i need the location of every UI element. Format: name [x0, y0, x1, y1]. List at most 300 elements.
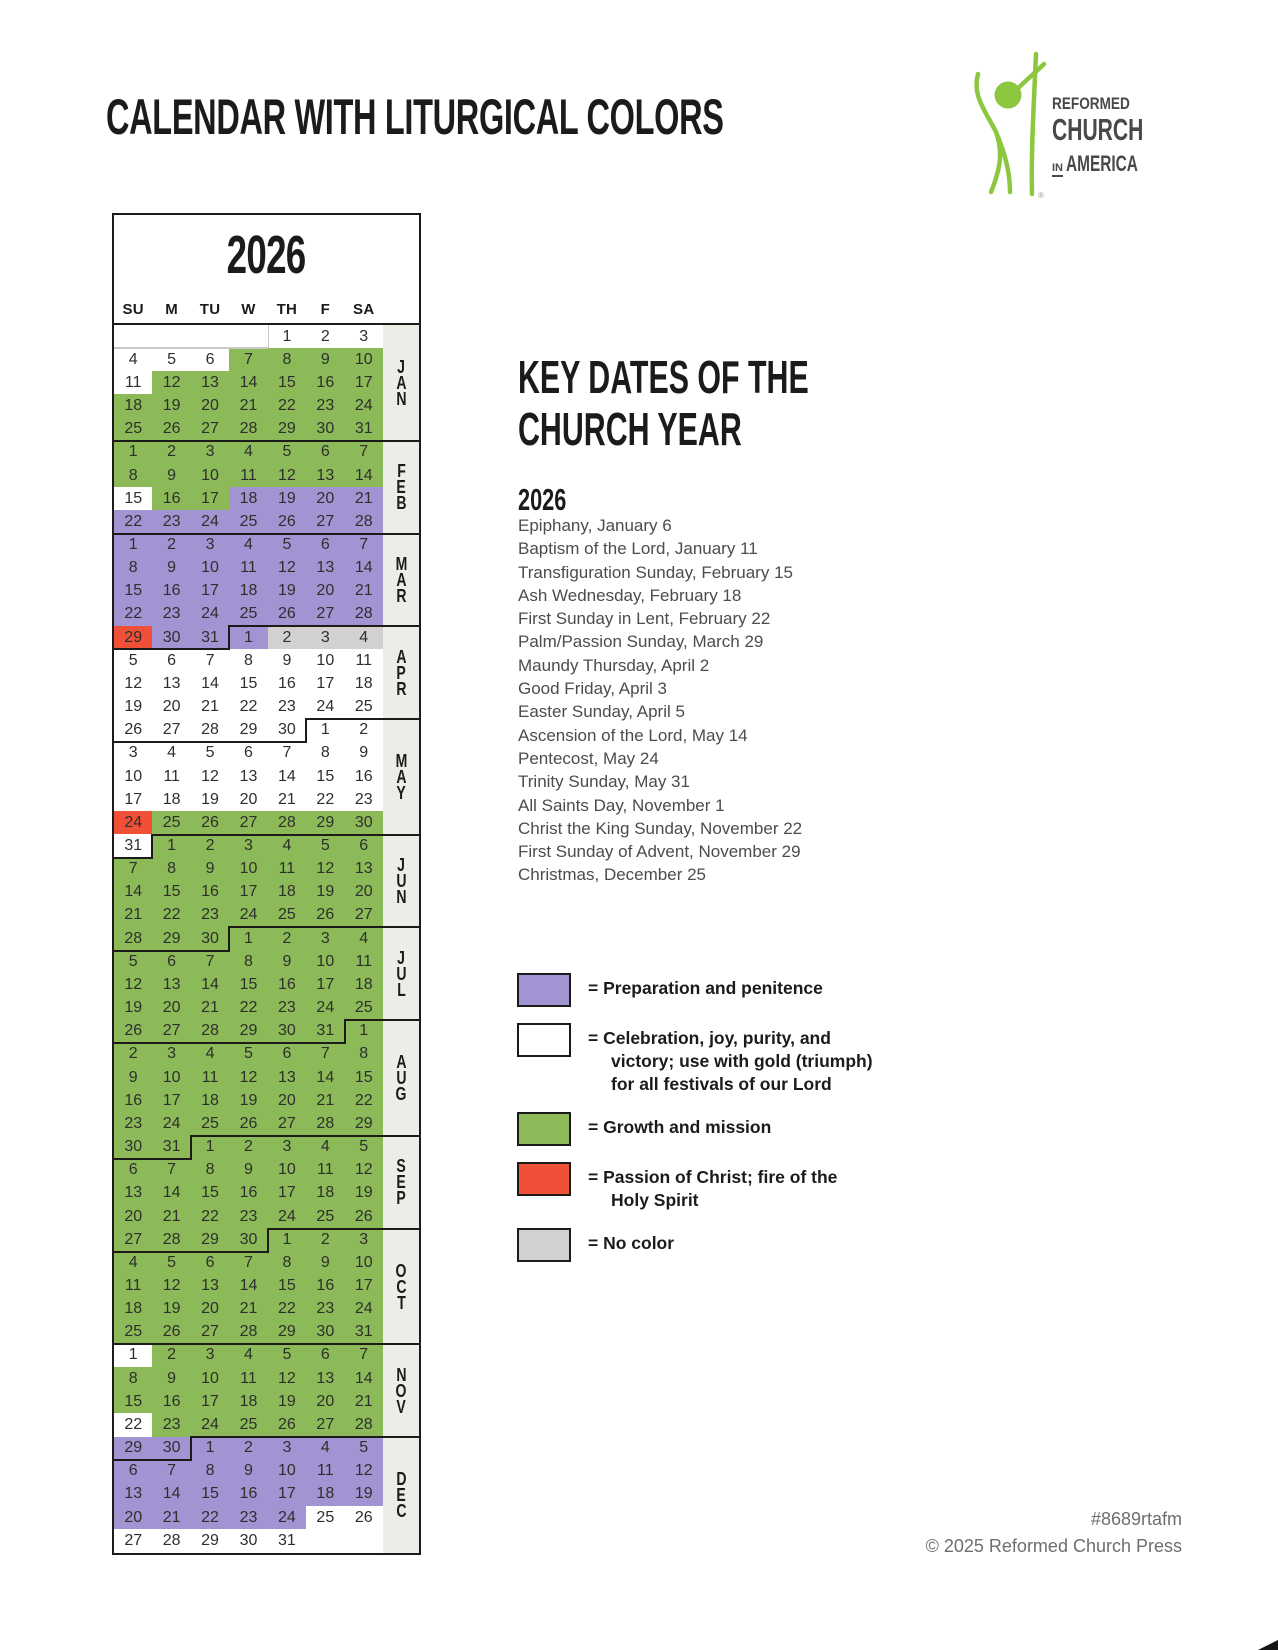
calendar-week-row [114, 1182, 383, 1205]
calendar-cell: 27 [268, 1112, 306, 1135]
calendar-cell: 21 [152, 1205, 190, 1228]
calendar-week-row [114, 1066, 383, 1089]
calendar-week-row [114, 1483, 383, 1506]
key-dates-heading [518, 352, 809, 455]
key-dates-year: 2026 [518, 482, 567, 517]
calendar-cell: 15 [114, 487, 152, 510]
logo-text-america: AMERICA [1066, 151, 1138, 176]
calendar-cell: 30 [229, 1228, 267, 1251]
calendar-cell: 21 [345, 487, 383, 510]
calendar-cell: 12 [114, 672, 152, 695]
calendar-cell: 19 [268, 580, 306, 603]
calendar-cell [191, 325, 229, 348]
calendar-cell: 26 [268, 510, 306, 533]
calendar-week-row [114, 696, 383, 719]
calendar-cell: 8 [114, 1367, 152, 1390]
calendar-cell: 22 [306, 788, 344, 811]
calendar-cell: 8 [306, 742, 344, 765]
calendar-cell: 1 [345, 1020, 383, 1043]
month-label-sep [383, 1136, 419, 1229]
calendar-cell: 1 [268, 1228, 306, 1251]
calendar-cell: 9 [268, 950, 306, 973]
calendar-cell: 7 [306, 1043, 344, 1066]
calendar-cell: 4 [114, 348, 152, 371]
weekday-label: TU [199, 300, 221, 318]
key-date-item: Christ the King Sunday, November 22 [518, 818, 803, 838]
calendar-cell: 16 [268, 672, 306, 695]
calendar-cell: 19 [306, 881, 344, 904]
month-letter: U [395, 871, 407, 892]
calendar-cell: 30 [152, 626, 190, 649]
calendar-cell: 14 [306, 1066, 344, 1089]
calendar-cell: 4 [345, 927, 383, 950]
calendar-week-row [114, 1437, 383, 1460]
legend-text [588, 973, 823, 1000]
legend-text [588, 1112, 771, 1139]
calendar-cell: 31 [152, 1135, 190, 1158]
calendar-cell: 10 [114, 765, 152, 788]
calendar-grid-wrap [114, 325, 419, 1553]
calendar-cell: 8 [229, 649, 267, 672]
calendar-cell: 2 [152, 1344, 190, 1367]
key-date-item: Epiphany, January 6 [518, 516, 672, 535]
calendar-cell: 15 [268, 1274, 306, 1297]
calendar-cell: 6 [268, 1043, 306, 1066]
calendar-week-row [114, 1367, 383, 1390]
legend-text-line: = Preparation and penitence [588, 978, 823, 998]
calendar-cell: 1 [152, 834, 190, 857]
calendar-cell: 4 [114, 1251, 152, 1274]
calendar-cell: 15 [306, 765, 344, 788]
calendar-cell: 8 [114, 557, 152, 580]
calendar-cell: 14 [345, 557, 383, 580]
calendar-cell: 3 [229, 834, 267, 857]
calendar-cell [229, 325, 267, 348]
calendar-cell: 15 [345, 1066, 383, 1089]
calendar-cell: 30 [152, 1437, 190, 1460]
calendar-cell: 15 [191, 1182, 229, 1205]
calendar-cell: 3 [306, 927, 344, 950]
calendar-cell: 17 [152, 1089, 190, 1112]
key-date-item: Easter Sunday, April 5 [518, 702, 685, 722]
calendar-cell: 15 [114, 1390, 152, 1413]
calendar-week-row [114, 348, 383, 371]
calendar-week-row [114, 1274, 383, 1297]
calendar-year-wrap [114, 215, 419, 295]
calendar-cell: 1 [114, 1344, 152, 1367]
calendar-cell: 31 [114, 834, 152, 857]
calendar-week-row [114, 1205, 383, 1228]
calendar-cell: 19 [152, 394, 190, 417]
calendar-cell: 14 [191, 973, 229, 996]
legend-text-line: = No color [588, 1233, 675, 1253]
legend-item [517, 1162, 873, 1212]
month-letter: C [395, 1276, 407, 1297]
calendar-cell: 31 [345, 1321, 383, 1344]
calendar-cell: 28 [152, 1529, 190, 1552]
calendar-cell: 11 [191, 1066, 229, 1089]
calendar-cell: 18 [345, 973, 383, 996]
calendar-cell: 23 [345, 788, 383, 811]
month-label-apr [383, 626, 419, 719]
month-letter: T [396, 1292, 406, 1313]
calendar-cell: 29 [191, 1228, 229, 1251]
calendar-cell: 26 [191, 811, 229, 834]
key-date-item: Palm/Passion Sunday, March 29 [518, 632, 764, 652]
month-letter: E [396, 1172, 406, 1193]
calendar-cell: 18 [152, 788, 190, 811]
calendar-cell: 13 [191, 371, 229, 394]
calendar-cell: 15 [152, 881, 190, 904]
calendar-cell: 7 [268, 742, 306, 765]
calendar-cell: 23 [306, 1298, 344, 1321]
calendar-cell: 20 [191, 1298, 229, 1321]
month-letter: N [395, 1364, 407, 1385]
calendar-cell: 27 [152, 719, 190, 742]
calendar-cell: 18 [114, 1298, 152, 1321]
calendar-cell: 24 [306, 997, 344, 1020]
calendar-cell: 20 [306, 580, 344, 603]
month-letter: L [396, 979, 406, 1000]
calendar-cell: 10 [191, 1367, 229, 1390]
calendar-cell: 16 [268, 973, 306, 996]
calendar-cell: 23 [114, 1112, 152, 1135]
calendar-cell: 17 [191, 580, 229, 603]
calendar-cell: 30 [306, 418, 344, 441]
calendar-cell: 7 [229, 1251, 267, 1274]
weekday-header-row [114, 295, 419, 325]
legend-text-line: = Passion of Christ; fire of the [588, 1167, 838, 1187]
calendar-cell: 10 [306, 950, 344, 973]
calendar-cell: 7 [345, 533, 383, 556]
month-letter: V [396, 1396, 406, 1417]
calendar-cell: 26 [268, 1413, 306, 1436]
month-label-nov [383, 1344, 419, 1437]
calendar-cell: 27 [306, 510, 344, 533]
calendar-cell: 16 [306, 371, 344, 394]
calendar-cell: 24 [268, 1205, 306, 1228]
calendar-cell: 27 [306, 603, 344, 626]
month-letter: A [395, 1052, 407, 1073]
calendar-cell: 4 [229, 533, 267, 556]
calendar-cell: 7 [152, 1159, 190, 1182]
legend-swatch [517, 1228, 571, 1262]
calendar-week-row [114, 811, 383, 834]
calendar-cell: 26 [345, 1506, 383, 1529]
calendar-cell: 9 [152, 464, 190, 487]
calendar-cell: 24 [306, 696, 344, 719]
month-letter: E [396, 1485, 406, 1506]
calendar-cell: 12 [152, 1274, 190, 1297]
legend-item [517, 1228, 873, 1262]
calendar-cell: 1 [114, 533, 152, 556]
calendar-cell: 10 [268, 1159, 306, 1182]
weekday-label: F [320, 300, 331, 318]
month-label-dec [383, 1437, 419, 1553]
calendar-cell: 15 [229, 973, 267, 996]
calendar-cell: 6 [229, 742, 267, 765]
calendar-cell: 23 [152, 1413, 190, 1436]
calendar-cell: 13 [114, 1483, 152, 1506]
calendar-cell: 11 [229, 464, 267, 487]
calendar-cell: 18 [306, 1182, 344, 1205]
calendar-cell: 2 [152, 533, 190, 556]
calendar-cell: 20 [306, 1390, 344, 1413]
calendar-cell: 3 [114, 742, 152, 765]
calendar-cell: 25 [229, 603, 267, 626]
calendar-cell: 6 [152, 649, 190, 672]
calendar-cell: 13 [229, 765, 267, 788]
rca-figure-cross-icon [966, 50, 1052, 200]
calendar-week-row [114, 441, 383, 464]
calendar-cell: 25 [114, 418, 152, 441]
legend-text-line: = Growth and mission [588, 1117, 772, 1137]
calendar-cell: 14 [345, 464, 383, 487]
calendar-week-row [114, 719, 383, 742]
calendar-cell: 26 [268, 603, 306, 626]
legend-text [588, 1228, 674, 1255]
calendar-cell: 2 [306, 325, 344, 348]
calendar-cell: 28 [268, 811, 306, 834]
calendar-cell: 10 [229, 858, 267, 881]
weekday-label: W [241, 300, 256, 318]
calendar-year: 2026 [227, 225, 306, 285]
calendar-cell: 2 [268, 626, 306, 649]
calendar-cell: 18 [229, 1390, 267, 1413]
calendar-cell: 19 [114, 997, 152, 1020]
calendar-cell [152, 325, 190, 348]
legend-text-line: Holy Spirit [611, 1190, 699, 1210]
logo-text-in-america [1052, 151, 1169, 177]
footer [926, 1506, 1182, 1560]
month-letter: R [395, 585, 407, 606]
calendar-cell: 12 [191, 765, 229, 788]
calendar-cell: 3 [268, 1437, 306, 1460]
month-letter: J [397, 947, 405, 968]
calendar-cell: 26 [229, 1112, 267, 1135]
calendar-cell: 6 [306, 1344, 344, 1367]
calendar-cell: 11 [114, 371, 152, 394]
calendar-week-row [114, 1228, 383, 1251]
calendar-cell: 10 [268, 1460, 306, 1483]
calendar-cell: 23 [152, 510, 190, 533]
calendar-cell: 2 [229, 1135, 267, 1158]
calendar-week-row [114, 1112, 383, 1135]
calendar-cell: 23 [268, 997, 306, 1020]
calendar-week-row [114, 418, 383, 441]
calendar-cell: 5 [152, 1251, 190, 1274]
calendar-cell: 12 [345, 1460, 383, 1483]
calendar-cell: 10 [152, 1066, 190, 1089]
calendar-cell: 24 [191, 603, 229, 626]
calendar-cell: 17 [229, 881, 267, 904]
calendar-cell: 13 [191, 1274, 229, 1297]
legend-item [517, 973, 873, 1007]
calendar-week-row [114, 626, 383, 649]
calendar-week-row [114, 487, 383, 510]
key-date-item: Good Friday, April 3 [518, 679, 667, 699]
month-label-may [383, 719, 419, 835]
calendar-cell: 28 [345, 510, 383, 533]
month-letter: G [395, 1084, 407, 1105]
key-date-item: Trinity Sunday, May 31 [518, 772, 690, 792]
calendar-cell: 12 [114, 973, 152, 996]
logo-text-in: IN [1052, 162, 1063, 177]
calendar-cell: 27 [345, 904, 383, 927]
calendar-cell: 28 [345, 1413, 383, 1436]
month-letter: M [395, 553, 407, 574]
key-date-item: First Sunday in Lent, February 22 [518, 609, 771, 629]
calendar-cell: 2 [268, 927, 306, 950]
key-date-item: Ash Wednesday, February 18 [518, 585, 742, 605]
calendar-cell: 26 [114, 719, 152, 742]
calendar-cell: 22 [114, 603, 152, 626]
calendar-cell: 18 [114, 394, 152, 417]
calendar-cell: 3 [191, 441, 229, 464]
calendar-cell: 23 [152, 603, 190, 626]
weekday-label: SA [353, 300, 375, 318]
month-label-jan [383, 325, 419, 441]
calendar-week-row [114, 765, 383, 788]
key-date-item: Baptism of the Lord, January 11 [518, 539, 758, 559]
calendar-cell: 7 [152, 1460, 190, 1483]
calendar-cell: 27 [152, 1020, 190, 1043]
calendar-week-row [114, 997, 383, 1020]
month-label-mar [383, 534, 419, 627]
calendar-cell: 3 [152, 1043, 190, 1066]
calendar-cell: 14 [191, 672, 229, 695]
page-title: CALENDAR WITH LITURGICAL COLORS [106, 89, 724, 145]
month-letter: P [396, 662, 406, 683]
calendar-cell: 17 [268, 1483, 306, 1506]
calendar-cell: 3 [191, 1344, 229, 1367]
calendar-cell: 15 [114, 580, 152, 603]
calendar-cell: 8 [268, 1251, 306, 1274]
calendar-week-row [114, 557, 383, 580]
calendar-cell: 13 [306, 1367, 344, 1390]
calendar-cell: 15 [268, 371, 306, 394]
calendar-cell: 31 [306, 1020, 344, 1043]
month-label-strip [383, 325, 419, 1553]
calendar-cell: 21 [229, 394, 267, 417]
calendar-cell: 27 [229, 811, 267, 834]
month-letter: D [395, 1469, 407, 1490]
month-letter: J [397, 356, 405, 377]
calendar-cell: 11 [268, 858, 306, 881]
calendar-cell: 3 [268, 1135, 306, 1158]
calendar-cell: 21 [345, 1390, 383, 1413]
calendar-cell: 28 [229, 1321, 267, 1344]
month-letter: B [395, 493, 407, 514]
calendar-cell: 9 [229, 1159, 267, 1182]
calendar-cell: 22 [268, 394, 306, 417]
calendar-week-row [114, 325, 383, 348]
calendar-cell: 28 [306, 1112, 344, 1135]
calendar-cell: 18 [229, 487, 267, 510]
calendar-cell: 10 [345, 1251, 383, 1274]
calendar-cell: 2 [191, 834, 229, 857]
calendar-cell: 3 [345, 1228, 383, 1251]
calendar-cell: 10 [191, 557, 229, 580]
calendar-cell: 16 [114, 1089, 152, 1112]
month-label-feb [383, 441, 419, 534]
calendar-cell: 1 [229, 626, 267, 649]
calendar-cell: 7 [345, 1344, 383, 1367]
calendar-cell: 14 [229, 371, 267, 394]
calendar-week-row [114, 510, 383, 533]
calendar-cell: 5 [114, 649, 152, 672]
logo-text-church: CHURCH [1052, 112, 1144, 147]
calendar-cell: 23 [191, 904, 229, 927]
calendar-week-row [114, 1251, 383, 1274]
calendar-cell: 23 [229, 1506, 267, 1529]
calendar-cell: 26 [114, 1020, 152, 1043]
calendar-week-row [114, 973, 383, 996]
calendar-cell: 18 [345, 672, 383, 695]
calendar-cell: 3 [191, 533, 229, 556]
calendar-cell: 1 [191, 1135, 229, 1158]
calendar-cell: 4 [345, 626, 383, 649]
calendar-cell: 9 [114, 1066, 152, 1089]
month-letter: A [395, 372, 407, 393]
calendar-cell: 20 [306, 487, 344, 510]
calendar-week-row [114, 1344, 383, 1367]
calendar-cell: 2 [345, 719, 383, 742]
key-date-item: Maundy Thursday, April 2 [518, 655, 710, 675]
calendar-cell: 1 [191, 1437, 229, 1460]
calendar-cell: 22 [114, 510, 152, 533]
calendar-grid [114, 325, 383, 1552]
month-letter: S [396, 1156, 406, 1177]
calendar-cell: 6 [191, 1251, 229, 1274]
calendar-cell: 5 [345, 1135, 383, 1158]
calendar-cell: 19 [229, 1089, 267, 1112]
calendar-cell [114, 325, 152, 348]
calendar-week-row [114, 1529, 383, 1552]
calendar-cell: 25 [306, 1205, 344, 1228]
calendar-week-row [114, 1159, 383, 1182]
calendar-cell: 28 [191, 1020, 229, 1043]
calendar-cell: 24 [345, 394, 383, 417]
calendar-cell: 12 [345, 1159, 383, 1182]
calendar-cell: 12 [268, 1367, 306, 1390]
month-letter: N [395, 887, 407, 908]
calendar-week-row [114, 788, 383, 811]
calendar-cell: 9 [229, 1460, 267, 1483]
calendar-cell: 9 [345, 742, 383, 765]
calendar-cell: 11 [345, 950, 383, 973]
calendar-cell: 27 [114, 1228, 152, 1251]
calendar-cell: 8 [191, 1159, 229, 1182]
calendar-cell: 4 [306, 1135, 344, 1158]
calendar-cell: 22 [229, 997, 267, 1020]
key-dates-list [518, 514, 802, 887]
calendar-cell: 10 [191, 464, 229, 487]
calendar-cell: 24 [191, 510, 229, 533]
month-letter: Y [396, 782, 406, 803]
legend-swatch [517, 973, 571, 1007]
calendar-cell: 2 [306, 1228, 344, 1251]
calendar-cell: 12 [152, 371, 190, 394]
calendar-cell: 25 [191, 1112, 229, 1135]
calendar-cell: 25 [229, 1413, 267, 1436]
calendar-cell: 18 [268, 881, 306, 904]
legend-item [517, 1112, 873, 1146]
calendar-cell: 24 [152, 1112, 190, 1135]
calendar-cell: 7 [191, 950, 229, 973]
calendar-cell: 17 [114, 788, 152, 811]
calendar-cell: 29 [345, 1112, 383, 1135]
